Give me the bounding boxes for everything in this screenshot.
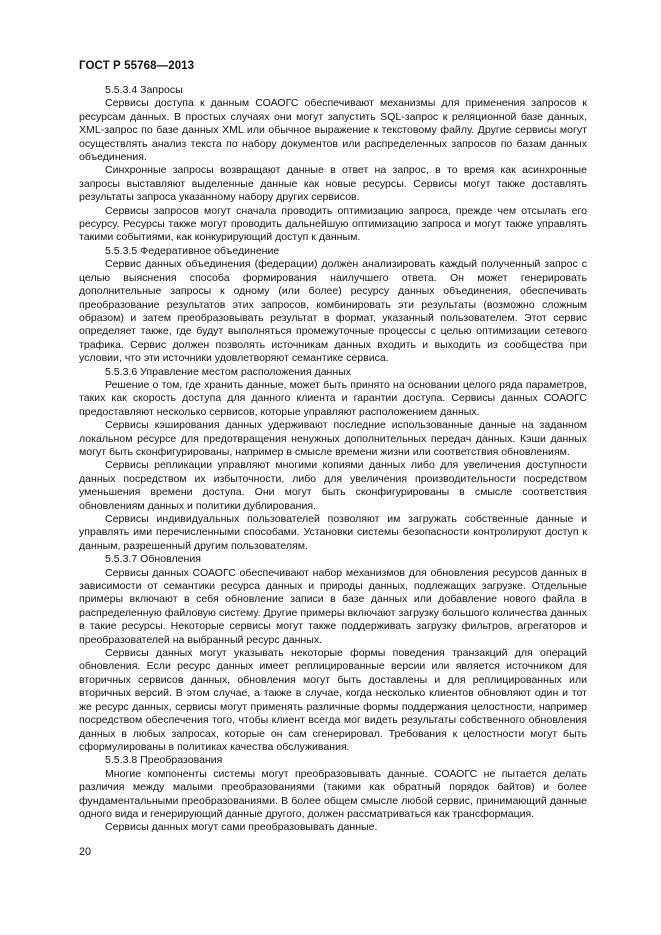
document-body — [79, 84, 587, 835]
paragraph: Сервисы запросов могут сначала проводить оптимизацию запроса, прежде чем отсылать его ресурсу. Ресурсы также могут проводить дальнейшую оптимизацию запроса и могут также управлять такими событиями, как конкурирующий доступ к данным. — [79, 204, 587, 244]
paragraph: Сервисы индивидуальных пользователей позволяют им загружать собственные данные и управлять ими перечисленными способами. Установки системы безопасности контролируют доступ к данным, разрешенный другим пользователям. — [79, 513, 587, 552]
section-heading: 5.5.3.8 Преобразования — [105, 754, 223, 767]
document-header: ГОСТ Р 55768—2013 — [79, 60, 195, 72]
section-heading: 5.5.3.4 Запросы — [105, 84, 183, 96]
paragraph: Сервисы данных могут сами преобразовывать данные. — [105, 821, 378, 834]
section-heading: 5.5.3.7 Обновления — [105, 553, 201, 566]
section-heading: 5.5.3.6 Управление местом расположения данных — [105, 365, 352, 378]
paragraph: Сервисы доступа к данным СОАОГС обеспечивают механизмы для применения запросов к ресурсам данных. В простых случаях они могут запустить SQL-запрос к реляционной базе данных, XML-запрос по базе данных XML или обычное выражение к текстовому файлу. Другие сервисы могут осуществлять анализ текста по набору документов или распределенных запросов по базам данных объединения. — [79, 97, 587, 164]
section-heading: 5.5.3.5 Федеративное объединение — [105, 244, 280, 257]
paragraph: Сервисы данных могут указывать некоторые формы поведения транзакций для операций обновления. Если ресурс данных имеет реплицированные версии или является источником для вторичных сервисов данных, обновления могут быть доставлены и для реплицированных или вторичных версий. В этом случае, а также в случае, когда несколько клиентов обновляют один и тот же ресурс данных, сервисы могут применять различные формы поддержания целостности, например посредством обеспечения того, чтобы клиент всегда мог видеть результаты собственного обновления данных в любых запросах, которые он сам сгенерировал. Требования к целостности могут быть сформулированы в политиках качества обслуживания. — [79, 647, 587, 753]
paragraph: Многие компоненты системы могут преобразовывать данные. СОАОГС не пытается делать различия между малыми преобразованиями (такими как обратный порядок байтов) и более фундаментальными преобразованиями. В более общем смысле любой сервис, принимающий данные одного вида и генерирующий данные другого, должен рассматриваться как трансформация. — [79, 767, 587, 820]
page-number: 20 — [79, 846, 92, 858]
paragraph: Сервисы кэширования данных удерживают последние использованные данные на заданном локальном ресурсе для предотвращения ненужных дополнительных передач данных. Кэши данных могут быть сконфигурированы, например в смысле времени жизни или соответствия обновлениям. — [79, 419, 587, 458]
paragraph: Синхронные запросы возвращают данные в ответ на запрос, в то время как асинхронные запросы выставляют выделенные данные как новые ресурсы. Сервисы могут также доставлять результаты запроса указанному набору других сервисов. — [79, 164, 587, 204]
paragraph: Решение о том, где хранить данные, может быть принято на основании целого ряда параметров, таких как скорость доступа для данного клиента и гарантии доступа. Сервисы данных СОАОГС предоставляют несколько сервисов, которые управляют расположением данных. — [79, 378, 587, 418]
paragraph: Сервисы данных СОАОГС обеспечивают набор механизмов для обновления ресурсов данных в зависимости от семантики ресурса данных и природы данных, подлежащих загрузке. Отдельные примеры включают в себя обновление записи в базе данных или добавление нового файла в распределенную файловую систему. Другие примеры включают загрузку большого количества данных в такие ресурсы. Некоторые сервисы могут также поддерживать загрузку фильтров, агрегаторов и преобразователей на выбранный ресурс данных. — [79, 566, 587, 646]
paragraph: Сервисы репликации управляют многими копиями данных либо для увеличения доступности данных посредством их избыточности, либо для увеличения производительности посредством уменьшения времени доступа. Они могут быть сконфигурированы в смысле соответствия обновлениям данных и политики дублирования. — [79, 459, 587, 512]
paragraph: Сервис данных объединения (федерации) должен анализировать каждый полученный запрос с целью выяснения способа формирования наилучшего ответа. Он может генерировать дополнительные запросы к одному (или более) ресурсу данных объединения, обеспечивать преобразование результатов этих запросов, комбинировать эти результаты (возможно сложным образом) и затем преобразовывать результат в формат, указанный пользователем. Этот сервис определяет также, где будут выполняться промежуточные процессы с целью оптимизации сетевого трафика. Сервис должен позволять источникам данных входить и выходить из сообщества при условии, что эти источники удовлетворяют семантике сервиса. — [79, 258, 587, 365]
